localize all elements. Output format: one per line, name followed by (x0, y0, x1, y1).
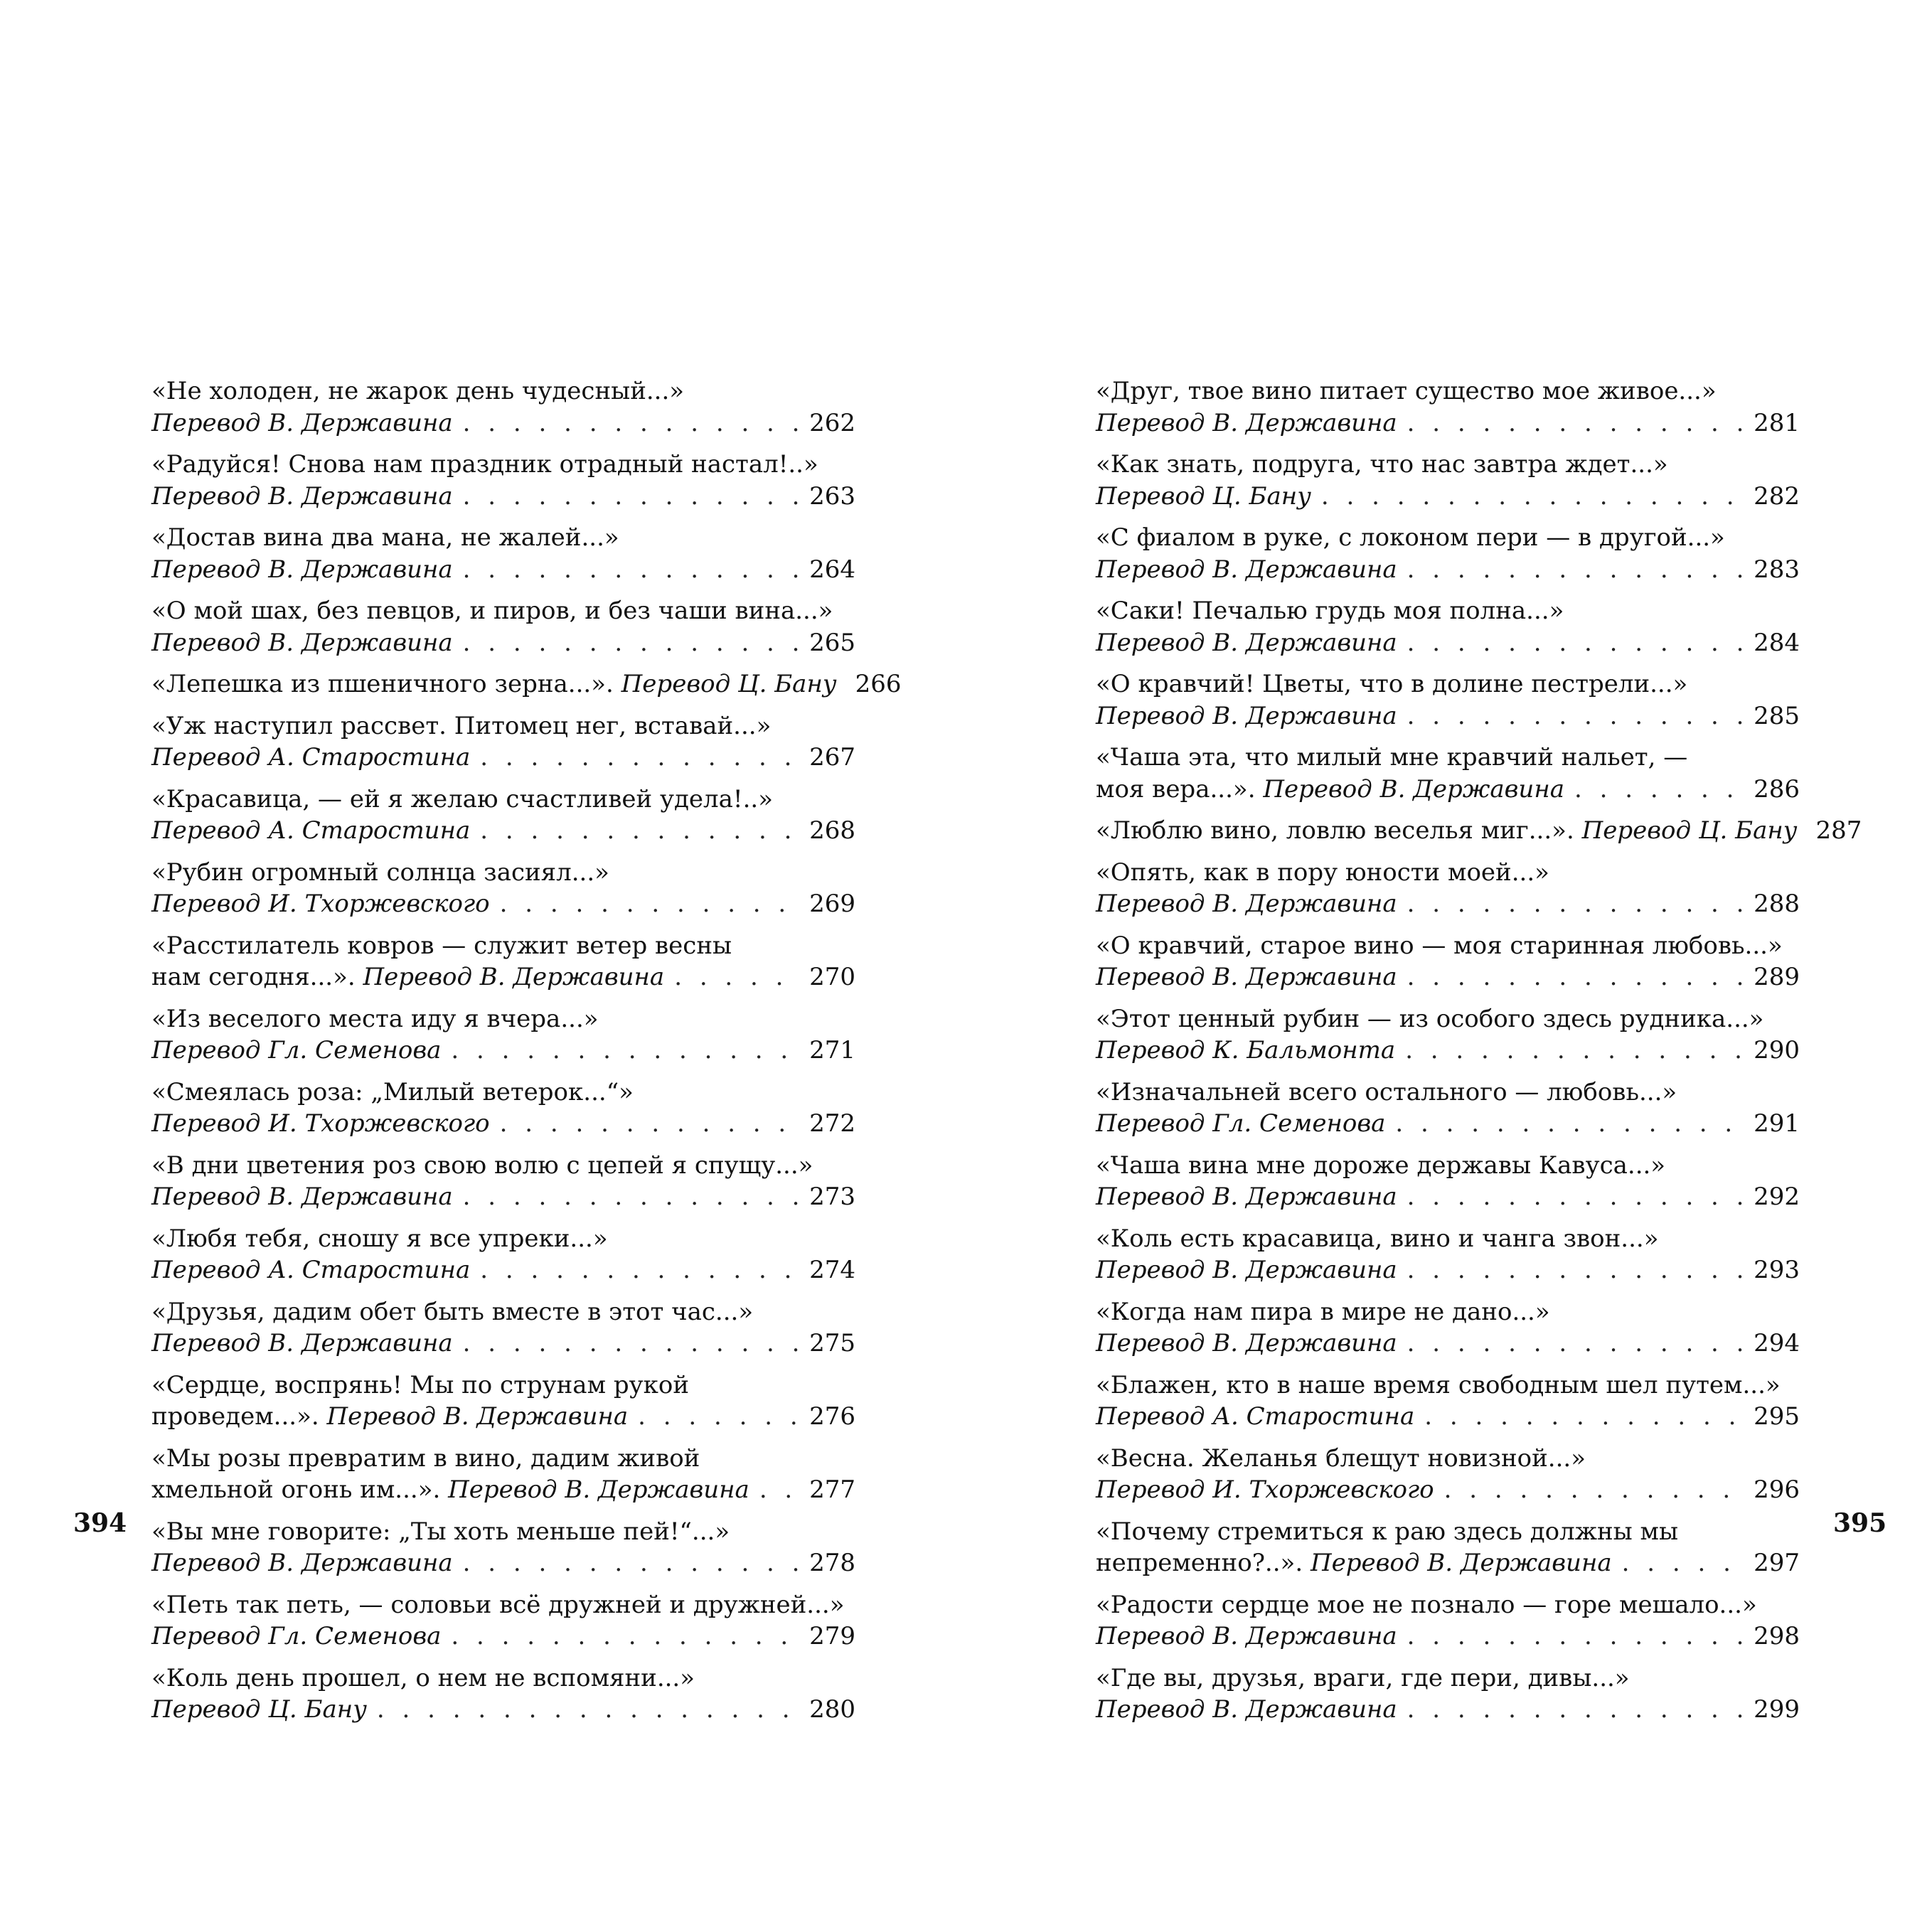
toc-title-line: «Когда нам пира в мире не дано...» (1096, 1297, 1550, 1326)
dot-leader (674, 961, 801, 993)
toc-title-line: «Чаша эта, что милый мне кравчий нальет, — (1096, 743, 1688, 772)
toc-title-line: «Вы мне говорите: „Ты хоть меньше пей!“...» (151, 1517, 730, 1546)
toc-lead (151, 668, 837, 700)
toc-leader-line (1096, 627, 1800, 659)
toc-title-line: «Блажен, кто в наше время свободным шел путем...» (1096, 1370, 1781, 1399)
toc-entry (1096, 1003, 1800, 1067)
translator-credit: Перевод В. Державина (151, 408, 453, 437)
translator-credit: Перевод Гл. Семенова (1096, 1109, 1386, 1138)
toc-lead (1096, 1328, 1397, 1360)
toc-leader-line (151, 1621, 855, 1653)
dot-leader (463, 1547, 801, 1579)
toc-leader-line (151, 1547, 855, 1579)
page-reference: 262 (809, 408, 855, 437)
toc-title-text: «Люблю вино, ловлю веселья миг...». (1096, 816, 1582, 845)
page-reference: 278 (809, 1549, 855, 1577)
toc-lead (151, 627, 453, 659)
translator-credit: Перевод В. Державина (151, 628, 453, 657)
toc-title-line: «Радости сердце мое не познало — горе мешало...» (1096, 1590, 1757, 1619)
page-reference: 266 (855, 670, 902, 698)
toc-lead (151, 742, 470, 774)
page-reference: 269 (809, 890, 855, 918)
toc-entry (151, 595, 855, 658)
translator-credit: Перевод В. Державина (1096, 1695, 1397, 1724)
toc-lead (151, 554, 453, 586)
translator-credit: Перевод В. Державина (151, 555, 453, 584)
translator-credit: Перевод Ц. Бану (1096, 481, 1311, 511)
toc-entry (1096, 1150, 1800, 1213)
toc-title-line: «Мы розы превратим в вино, дадим живой (151, 1443, 700, 1473)
toc-leader-line (151, 481, 855, 513)
toc-lead (1096, 1181, 1397, 1213)
page-reference: 279 (809, 1622, 855, 1650)
translator-credit: Перевод Ц. Бану (151, 1695, 367, 1724)
page-reference: 264 (809, 555, 855, 584)
page-reference: 271 (809, 1036, 855, 1064)
toc-title-line: «Радуйся! Снова нам праздник отрадный настал!..» (151, 450, 818, 479)
toc-entry (1096, 857, 1800, 920)
translator-credit: Перевод К. Бальмонта (1096, 1036, 1396, 1064)
page-reference: 295 (1754, 1402, 1800, 1431)
toc-entry (151, 1296, 855, 1360)
toc-title-line: «Уж наступил рассвет. Питомец нег, вставай...» (151, 711, 772, 740)
toc-entry (1096, 375, 1800, 439)
toc-leader-line (1096, 1621, 1800, 1653)
toc-entry (1096, 1370, 1800, 1433)
page-reference: 296 (1754, 1475, 1800, 1504)
toc-lead (1096, 700, 1397, 732)
toc-entry (151, 1223, 855, 1286)
translator-credit: Перевод Гл. Семенова (151, 1622, 442, 1650)
toc-title-line: «Сердце, воспрянь! Мы по струнам рукой (151, 1370, 689, 1399)
translator-credit: Перевод В. Державина (448, 1475, 749, 1504)
toc-lead (1096, 627, 1397, 659)
translator-credit: Перевод В. Державина (1263, 774, 1564, 804)
toc-lead (151, 481, 453, 513)
toc-title-line: «Рубин огромный солнца засиял...» (151, 858, 609, 887)
page-reference: 293 (1754, 1256, 1800, 1284)
dot-leader (1407, 700, 1745, 732)
toc-entry (1096, 1296, 1800, 1360)
toc-leader-line (151, 554, 855, 586)
toc-lead (151, 1474, 749, 1506)
toc-entry (1096, 1077, 1800, 1140)
toc-leader-line (1096, 407, 1800, 439)
toc-title-line: «Не холоден, не жарок день чудесный...» (151, 377, 685, 405)
translator-credit: Перевод И. Тхоржевского (151, 890, 490, 918)
toc-title-line: «Коль есть красавица, вино и чанга звон...» (1096, 1224, 1659, 1253)
toc-lead (1096, 1547, 1612, 1579)
toc-leader-line (151, 1254, 855, 1286)
dot-leader (1405, 1035, 1745, 1067)
page-reference: 287 (1815, 816, 1862, 845)
page-reference: 286 (1754, 774, 1800, 804)
toc-title-text: хмельной огонь им...». (151, 1475, 449, 1504)
toc-title-line: «С фиалом в руке, с локоном пери — в другой...» (1096, 523, 1725, 552)
translator-credit: Перевод В. Державина (151, 1549, 453, 1577)
translator-credit: Перевод В. Державина (1096, 1329, 1397, 1357)
toc-entry (1096, 815, 1862, 847)
toc-leader-line (151, 742, 855, 774)
toc-leader-line (1096, 481, 1800, 513)
toc-title-line: «Как знать, подруга, что нас завтра ждет...» (1096, 450, 1668, 479)
toc-lead (1096, 1694, 1397, 1726)
toc-title-line: «Весна. Желанья блещут новизной...» (1096, 1443, 1586, 1473)
toc-title-text: непременно?..». (1096, 1549, 1311, 1577)
toc-leader-line (1096, 815, 1862, 847)
translator-credit: Перевод В. Державина (1096, 408, 1397, 437)
toc-lead (1096, 774, 1564, 806)
dot-leader (1622, 1547, 1745, 1579)
dot-leader (1407, 407, 1745, 439)
dot-leader (451, 1621, 801, 1653)
toc-leader-line (151, 1328, 855, 1360)
translator-credit: Перевод А. Старостина (1096, 1402, 1415, 1431)
translator-credit: Перевод В. Державина (1096, 1256, 1397, 1284)
toc-lead (151, 1254, 470, 1286)
toc-entry (151, 784, 855, 847)
dot-leader (1407, 888, 1745, 920)
toc-lead (151, 1547, 453, 1579)
toc-lead (151, 407, 453, 439)
toc-entry (1096, 522, 1800, 585)
translator-credit: Перевод А. Старостина (151, 816, 471, 845)
toc-lead (1096, 961, 1397, 993)
translator-credit: Перевод Гл. Семенова (151, 1036, 442, 1064)
toc-title-line: «О кравчий, старое вино — моя старинная любовь...» (1096, 931, 1783, 960)
toc-leader-line (151, 627, 855, 659)
toc-leader-line (1096, 774, 1800, 806)
toc-entry (151, 1077, 855, 1140)
toc-leader-line (1096, 1181, 1800, 1213)
page-reference: 298 (1754, 1622, 1800, 1650)
toc-entry (151, 449, 855, 512)
translator-credit: Перевод В. Державина (1096, 1183, 1397, 1211)
toc-lead (1096, 1401, 1414, 1433)
toc-entry (151, 857, 855, 920)
toc-entry (151, 1003, 855, 1067)
toc-title-line: «Где вы, друзья, враги, где пери, дивы...» (1096, 1663, 1630, 1692)
page-reference: 276 (809, 1402, 855, 1431)
translator-credit: Перевод Ц. Бану (621, 670, 837, 698)
translator-credit: Перевод И. Тхоржевского (1096, 1475, 1434, 1504)
dot-leader (1407, 1694, 1745, 1726)
toc-entry (1096, 595, 1800, 658)
toc-lead (1096, 481, 1311, 513)
dot-leader (1407, 627, 1745, 659)
toc-leader-line (151, 961, 855, 993)
dot-leader (1407, 1328, 1745, 1360)
toc-title-line: «Коль день прошел, о нем не вспомяни...» (151, 1663, 695, 1692)
dot-leader (500, 888, 801, 920)
page-reference: 283 (1754, 555, 1800, 584)
toc-entry (151, 1589, 855, 1653)
translator-credit: Перевод В. Державина (1096, 628, 1397, 657)
toc-title-line: «Друг, твое вино питает существо мое живое...» (1096, 377, 1717, 405)
toc-leader-line (151, 1108, 855, 1140)
toc-leader-line (151, 815, 855, 847)
toc-entry (1096, 742, 1800, 805)
toc-leader-line (1096, 1694, 1800, 1726)
dot-leader (463, 627, 801, 659)
translator-credit: Перевод В. Державина (1096, 890, 1397, 918)
translator-credit: Перевод А. Старостина (151, 1256, 471, 1284)
toc-title-line: «Изначальней всего остального — любовь...» (1096, 1077, 1677, 1106)
toc-title-line: «В дни цветения роз свою волю с цепей я спущу...» (151, 1151, 813, 1180)
translator-credit: Перевод В. Державина (151, 481, 453, 511)
toc-entry (1096, 449, 1800, 512)
toc-leader-line (151, 888, 855, 920)
toc-leader-line (151, 407, 855, 439)
toc-lead (1096, 407, 1397, 439)
toc-leader-line (151, 1694, 855, 1726)
toc-title-line: «Красавица, — ей я желаю счастливей удела!..» (151, 784, 773, 813)
toc-entry (151, 1443, 855, 1506)
toc-lead (151, 1621, 441, 1653)
toc-leader-line (1096, 700, 1800, 732)
toc-entry (1096, 1516, 1800, 1579)
toc-title-line: «Из веселого места иду я вчера...» (151, 1004, 599, 1033)
translator-credit: Перевод Ц. Бану (1581, 816, 1798, 845)
dot-leader (480, 742, 801, 774)
page-reference: 275 (809, 1329, 855, 1357)
page-reference: 291 (1754, 1109, 1800, 1138)
toc-title-line: «Петь так петь, — соловьи всё дружней и дружней...» (151, 1590, 845, 1619)
toc-title-line: «Любя тебя, сношу я все упреки...» (151, 1224, 608, 1253)
toc-entry (151, 522, 855, 585)
toc-lead (151, 1108, 490, 1140)
dot-leader (1407, 1621, 1745, 1653)
toc-title-line: «Расстилатель ковров — служит ветер весны (151, 931, 732, 960)
toc-title-line: «Друзья, дадим обет быть вместе в этот час...» (151, 1297, 754, 1326)
toc-lead (1096, 1254, 1397, 1286)
toc-entry (1096, 930, 1800, 993)
toc-leader-line (1096, 1328, 1800, 1360)
toc-entry (151, 930, 855, 993)
dot-leader (480, 815, 801, 847)
toc-entry (1096, 1443, 1800, 1506)
dot-leader (463, 407, 801, 439)
page-reference: 299 (1754, 1695, 1800, 1724)
page-reference: 280 (809, 1695, 855, 1724)
toc-entry (151, 1516, 855, 1579)
translator-credit: Перевод В. Державина (1096, 1622, 1397, 1650)
page-reference: 289 (1754, 963, 1800, 991)
toc-lead (151, 1694, 367, 1726)
dot-leader (1407, 1254, 1745, 1286)
translator-credit: Перевод И. Тхоржевского (151, 1109, 490, 1138)
toc-title-text: проведем...». (151, 1402, 327, 1431)
toc-lead (151, 1181, 453, 1213)
dot-leader (1407, 961, 1745, 993)
page-reference: 282 (1754, 481, 1800, 511)
dot-leader (463, 1328, 801, 1360)
toc-lead (151, 961, 664, 993)
toc-leader-line (1096, 1474, 1800, 1506)
dot-leader (451, 1035, 801, 1067)
toc-title-line: «Смеялась роза: „Милый ветерок...“» (151, 1077, 634, 1106)
right-page-number: 395 (1833, 1508, 1887, 1538)
page-reference: 274 (809, 1256, 855, 1284)
page-reference: 292 (1754, 1183, 1800, 1211)
toc-title-text: нам сегодня...». (151, 963, 363, 991)
toc-entry (1096, 1589, 1800, 1653)
toc-leader-line (151, 668, 902, 700)
toc-title-line: «О мой шах, без певцов, и пиров, и без чаши вина...» (151, 597, 833, 625)
page-reference: 263 (809, 481, 855, 511)
page-reference: 285 (1754, 701, 1800, 730)
page-reference: 272 (809, 1109, 855, 1138)
dot-leader (480, 1254, 801, 1286)
toc-leader-line (1096, 961, 1800, 993)
toc-leader-line (1096, 888, 1800, 920)
toc-title-line: «О кравчий! Цветы, что в долине пестрели...» (1096, 670, 1688, 698)
toc-leader-line (1096, 1035, 1800, 1067)
toc-lead (1096, 554, 1397, 586)
page-reference: 288 (1754, 890, 1800, 918)
dot-leader (463, 481, 801, 513)
toc-entry (151, 1663, 855, 1726)
toc-entry (1096, 1223, 1800, 1286)
translator-credit: Перевод В. Державина (1096, 555, 1397, 584)
toc-entry (151, 375, 855, 439)
toc-lead (151, 888, 490, 920)
dot-leader (1407, 554, 1745, 586)
toc-title-text: «Лепешка из пшеничного зерна...». (151, 670, 621, 698)
toc-entry (151, 1370, 855, 1433)
toc-title-line: «Чаша вина мне дороже державы Кавуса...» (1096, 1151, 1666, 1180)
toc-lead (1096, 815, 1798, 847)
page-reference: 270 (809, 963, 855, 991)
page-reference: 273 (809, 1183, 855, 1211)
toc-lead (151, 1401, 628, 1433)
toc-entry (151, 668, 902, 700)
page-reference: 281 (1754, 408, 1800, 437)
toc-entry (151, 710, 855, 774)
toc-leader-line (151, 1181, 855, 1213)
translator-credit: Перевод В. Державина (363, 963, 665, 991)
page-reference: 277 (809, 1475, 855, 1504)
toc-title-line: «Саки! Печалью грудь моя полна...» (1096, 597, 1564, 625)
translator-credit: Перевод В. Державина (1096, 701, 1397, 730)
toc-lead (1096, 1621, 1397, 1653)
left-page-contents (151, 375, 902, 1736)
translator-credit: Перевод В. Державина (1310, 1549, 1612, 1577)
toc-leader-line (1096, 1108, 1800, 1140)
toc-lead (1096, 1035, 1395, 1067)
toc-entry (1096, 668, 1800, 732)
toc-title-line: «Достав вина два мана, не жалей...» (151, 523, 619, 552)
toc-title-line: «Почему стремиться к раю здесь должны мы (1096, 1517, 1679, 1546)
toc-lead (151, 1035, 441, 1067)
dot-leader (500, 1108, 801, 1140)
page-reference: 284 (1754, 628, 1800, 657)
toc-leader-line (1096, 554, 1800, 586)
toc-title-text: моя вера...». (1096, 774, 1264, 804)
translator-credit: Перевод В. Державина (151, 1183, 453, 1211)
toc-leader-line (151, 1474, 855, 1506)
toc-lead (1096, 1108, 1385, 1140)
toc-leader-line (1096, 1547, 1800, 1579)
toc-leader-line (1096, 1254, 1800, 1286)
toc-leader-line (151, 1401, 855, 1433)
translator-credit: Перевод В. Державина (1096, 963, 1397, 991)
dot-leader (1424, 1401, 1745, 1433)
page-reference: 297 (1754, 1549, 1800, 1577)
dot-leader (1444, 1474, 1745, 1506)
dot-leader (463, 1181, 801, 1213)
page-reference: 267 (809, 743, 855, 772)
translator-credit: Перевод В. Державина (326, 1402, 629, 1431)
dot-leader (1321, 481, 1745, 513)
toc-title-line: «Опять, как в пору юности моей...» (1096, 858, 1549, 887)
toc-entry (1096, 1663, 1800, 1726)
page-reference: 268 (809, 816, 855, 845)
page-reference: 265 (809, 628, 855, 657)
page-reference: 294 (1754, 1329, 1800, 1357)
toc-entry (151, 1150, 855, 1213)
dot-leader (1395, 1108, 1745, 1140)
dot-leader (759, 1474, 801, 1506)
page-reference: 290 (1754, 1036, 1800, 1064)
dot-leader (1574, 774, 1745, 806)
toc-lead (151, 815, 470, 847)
toc-leader-line (151, 1035, 855, 1067)
toc-lead (1096, 1474, 1434, 1506)
dot-leader (377, 1694, 801, 1726)
dot-leader (638, 1401, 801, 1433)
toc-lead (1096, 888, 1397, 920)
toc-lead (151, 1328, 453, 1360)
translator-credit: Перевод В. Державина (151, 1329, 453, 1357)
dot-leader (1407, 1181, 1745, 1213)
toc-leader-line (1096, 1401, 1800, 1433)
left-page-number: 394 (73, 1508, 127, 1538)
translator-credit: Перевод А. Старостина (151, 743, 471, 772)
toc-title-line: «Этот ценный рубин — из особого здесь рудника...» (1096, 1004, 1764, 1033)
dot-leader (463, 554, 801, 586)
